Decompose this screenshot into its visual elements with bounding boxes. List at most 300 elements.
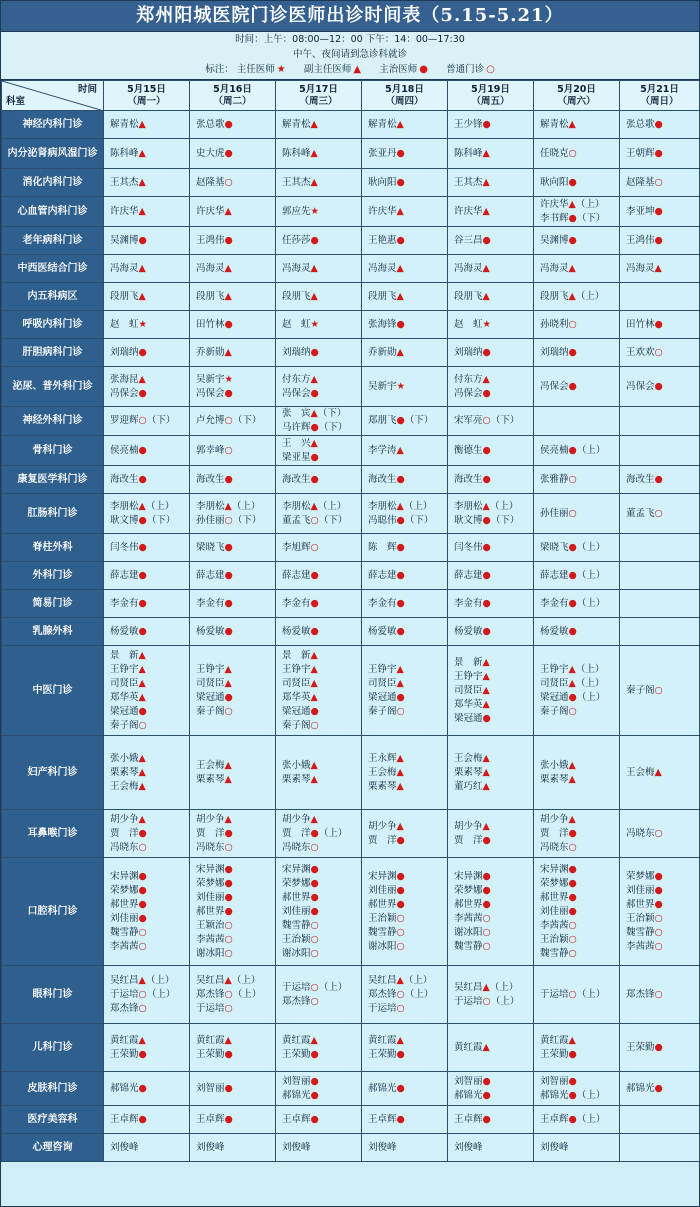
doctor-entry: 冯晓东○ (196, 841, 233, 853)
schedule-cell (620, 534, 700, 562)
doctor-entry: 冯保会● (196, 387, 233, 399)
doctor-entry: 张海昆▲ (110, 373, 146, 385)
doctor-entry: 段朋飞▲ (196, 290, 232, 302)
schedule-cell (620, 494, 700, 534)
schedule-cell (190, 466, 276, 494)
doctor-entry: 郑华英▲ (110, 691, 146, 703)
schedule-cell (276, 255, 362, 283)
doctor-entry: 李茜茜○ (196, 933, 233, 945)
doctor-entry: 栗素琴▲ (196, 773, 232, 785)
doctor-entry: 侯亮楠●（上） (540, 444, 606, 456)
schedule-cell (276, 407, 362, 436)
schedule-cell (276, 367, 362, 407)
doctor-entry: 李茜茜○ (454, 912, 491, 924)
doctor-entry: 王颖治○ (196, 919, 233, 931)
schedule-cell (276, 1072, 362, 1106)
doctor-entry: 赵 虹★ (454, 318, 492, 330)
schedule-cell (104, 111, 190, 139)
schedule-cell (190, 139, 276, 169)
star-icon: ★ (276, 64, 286, 75)
doctor-entry: 海改生● (454, 473, 491, 485)
doctor-entry: 梁晓飞●（上） (540, 541, 606, 553)
schedule-cell (534, 197, 620, 227)
doctor-entry: 梁冠通● (110, 705, 147, 717)
day-header: 5月17日 （周三） (276, 81, 362, 111)
doctor-entry: 吴红昌▲（上） (454, 981, 519, 993)
schedule-cell (620, 590, 700, 618)
doctor-entry: 王卓辉● (196, 1113, 233, 1125)
schedule-cell (620, 736, 700, 810)
doctor-entry: 李旭辉○ (282, 541, 319, 553)
doctor-entry: 冯保会● (454, 387, 491, 399)
schedule-cell (534, 111, 620, 139)
schedule-cell (190, 227, 276, 255)
doctor-entry: 耿文博●（下） (454, 514, 520, 526)
schedule-cell (362, 562, 448, 590)
doctor-entry: 秦子阁○ (110, 719, 147, 731)
doctor-entry: 景 新▲ (454, 656, 490, 668)
doctor-entry: 郝世界● (196, 905, 233, 917)
doctor-entry: 郑杰锋○ (110, 1002, 147, 1014)
schedule-cell (362, 436, 448, 466)
schedule-cell (362, 810, 448, 858)
doctor-entry: 黄红霞▲ (454, 1041, 490, 1053)
schedule-row (2, 562, 700, 590)
department-label: 心血管内科门诊 (2, 197, 104, 227)
schedule-cell (104, 1134, 190, 1162)
doctor-entry: 宋异渊● (110, 870, 147, 882)
schedule-cell (534, 1134, 620, 1162)
doctor-entry: 付东方▲ (282, 373, 318, 385)
doctor-entry: 郑杰锋○（上） (368, 988, 434, 1000)
schedule-row (2, 858, 700, 966)
schedule-cell (362, 466, 448, 494)
doctor-entry: 海改生● (626, 473, 663, 485)
department-label: 医疗美容科 (2, 1106, 104, 1134)
doctor-entry: 魏雪静○ (110, 926, 147, 938)
doctor-entry: 王 兴▲ (282, 437, 318, 449)
doctor-entry: 栗素琴▲ (454, 766, 490, 778)
schedule-cell (104, 283, 190, 311)
doctor-entry: 胡少争▲ (454, 820, 490, 832)
schedule-cell (362, 618, 448, 646)
doctor-entry: 吴红昌▲（上） (110, 974, 175, 986)
schedule-cell (362, 966, 448, 1024)
doctor-entry: 王荣勤● (368, 1048, 405, 1060)
schedule-cell (362, 255, 448, 283)
department-label: 骨科门诊 (2, 436, 104, 466)
doctor-entry: 海改生● (282, 473, 319, 485)
doctor-entry: 王少锋● (454, 118, 491, 130)
schedule-cell (620, 1024, 700, 1072)
doctor-entry: 李茜茜○ (540, 919, 577, 931)
schedule-cell (104, 590, 190, 618)
schedule-cell (448, 618, 534, 646)
department-label: 呼吸内科门诊 (2, 311, 104, 339)
department-label: 乳腺外科 (2, 618, 104, 646)
doctor-entry: 郝世界● (540, 891, 577, 903)
doctor-entry: 荣梦娜● (626, 870, 663, 882)
doctor-entry: 陈科峰▲ (282, 147, 318, 159)
doctor-entry: 段朋飞▲ (454, 290, 490, 302)
doctor-entry: 刘佳丽● (626, 884, 663, 896)
doctor-entry: 刘智丽● (282, 1075, 319, 1087)
doctor-entry: 于运培○（上） (454, 995, 520, 1007)
doctor-entry: 郝锦光● (110, 1082, 147, 1094)
department-label: 肝胆病科门诊 (2, 339, 104, 367)
schedule-row (2, 966, 700, 1024)
doctor-entry: 司贤臣▲ (368, 677, 404, 689)
schedule-cell (534, 810, 620, 858)
doctor-entry: 荣梦娜● (110, 884, 147, 896)
doctor-entry: 许庆华▲ (454, 205, 490, 217)
doctor-entry: 衡德生● (454, 444, 491, 456)
doctor-entry: 李朋松▲（上） (368, 500, 433, 512)
schedule-cell (276, 227, 362, 255)
doctor-entry: 李金有●（上） (540, 597, 606, 609)
schedule-cell (534, 283, 620, 311)
doctor-entry: 郝世界● (368, 898, 405, 910)
schedule-cell (104, 227, 190, 255)
doctor-entry: 张 宾▲（下） (282, 408, 347, 419)
schedule-body (2, 111, 700, 1162)
doctor-entry: 田竹林● (196, 318, 233, 330)
schedule-row (2, 810, 700, 858)
doctor-entry: 郝世界● (454, 898, 491, 910)
doctor-entry: 王鸿伟● (626, 234, 663, 246)
doctor-entry: 司贤臣▲ (282, 677, 318, 689)
doctor-entry: 刘佳丽● (110, 912, 147, 924)
doctor-entry: 王治颖○ (282, 933, 319, 945)
schedule-cell (620, 618, 700, 646)
department-label: 外科门诊 (2, 562, 104, 590)
doctor-entry: 李茜茜○ (626, 940, 663, 952)
schedule-cell (190, 283, 276, 311)
doctor-entry: 闫冬伟● (454, 541, 491, 553)
doctor-entry: 王会梅▲ (454, 752, 490, 764)
schedule-cell (276, 1134, 362, 1162)
doctor-entry: 司贤臣▲（上） (540, 677, 605, 689)
schedule-row (2, 436, 700, 466)
doctor-entry: 郑华英▲ (454, 698, 490, 710)
department-label: 儿科门诊 (2, 1024, 104, 1072)
doctor-entry: 吴红昌▲（上） (196, 974, 261, 986)
doctor-entry: 闫冬伟● (110, 541, 147, 553)
doctor-entry: 张总歌● (196, 118, 233, 130)
schedule-cell (448, 436, 534, 466)
doctor-entry: 郝世界● (282, 891, 319, 903)
doctor-entry: 马许辉●（下） (282, 422, 348, 433)
schedule-cell (190, 494, 276, 534)
doctor-entry: 谢冰阳○ (196, 947, 233, 959)
doctor-entry: 于运培○ (368, 1002, 405, 1014)
doctor-entry: 郭应先★ (282, 205, 320, 217)
schedule-cell (534, 169, 620, 197)
schedule-row (2, 1024, 700, 1072)
schedule-cell (448, 367, 534, 407)
schedule-cell (104, 1072, 190, 1106)
schedule-cell (534, 139, 620, 169)
schedule-cell (276, 562, 362, 590)
schedule-cell (362, 534, 448, 562)
schedule-cell (190, 618, 276, 646)
doctor-entry: 赵隆基○ (196, 176, 233, 188)
doctor-entry: 梁冠通● (454, 712, 491, 724)
doctor-entry: 卢允博○（下） (196, 415, 262, 426)
department-label: 神经内科门诊 (2, 111, 104, 139)
schedule-cell (534, 255, 620, 283)
schedule-cell (190, 111, 276, 139)
doctor-entry: 王卓辉● (282, 1113, 319, 1125)
doctor-entry: 刘佳丽● (282, 905, 319, 917)
schedule-cell (276, 736, 362, 810)
doctor-entry: 贾 洋● (540, 827, 577, 839)
doctor-entry: 冯晓东○ (540, 841, 577, 853)
schedule-cell (534, 646, 620, 736)
schedule-cell (448, 562, 534, 590)
doctor-entry: 王铮宇▲ (368, 663, 404, 675)
doctor-entry: 刘佳丽● (368, 884, 405, 896)
doctor-entry: 冯晓东○ (282, 841, 319, 853)
schedule-cell (620, 339, 700, 367)
doctor-entry: 董巧红▲ (454, 780, 490, 792)
doctor-entry: 王铮宇▲ (110, 663, 146, 675)
doctor-entry: 黄红霞▲ (368, 1034, 404, 1046)
doctor-entry: 郝锦光● (282, 1089, 319, 1101)
schedule-cell (276, 590, 362, 618)
legend-item-general: 普通门诊 ○ (446, 64, 495, 75)
schedule-cell (448, 810, 534, 858)
doctor-entry: 海改生● (368, 473, 405, 485)
doctor-entry: 耿向阳● (368, 176, 405, 188)
triangle-icon: ▲ (353, 64, 362, 75)
header-row (2, 81, 700, 111)
schedule-cell (448, 197, 534, 227)
schedule-table (1, 80, 700, 1162)
doctor-entry: 海改生● (196, 473, 233, 485)
schedule-cell (534, 618, 620, 646)
doctor-entry: 宋异渊● (540, 863, 577, 875)
schedule-cell (104, 646, 190, 736)
doctor-entry: 冯聪伟●（下） (368, 514, 434, 526)
doctor-entry: 宋异渊● (368, 870, 405, 882)
schedule-cell (362, 858, 448, 966)
doctor-entry: 张总歌● (626, 118, 663, 130)
doctor-entry: 冯晓东○ (626, 827, 663, 839)
schedule-cell (104, 466, 190, 494)
doctor-entry: 冯海灵▲ (368, 262, 404, 274)
schedule-cell (448, 311, 534, 339)
doctor-entry: 王永辉▲ (368, 752, 404, 764)
doctor-entry: 荣梦娜● (196, 877, 233, 889)
schedule-row (2, 283, 700, 311)
ring-icon: ○ (486, 64, 495, 75)
schedule-cell (276, 966, 362, 1024)
doctor-entry: 冯保会● (540, 380, 577, 392)
schedule-cell (190, 858, 276, 966)
department-label: 口腔科门诊 (2, 858, 104, 966)
doctor-entry: 王鸿伟● (196, 234, 233, 246)
schedule-cell (362, 197, 448, 227)
department-label: 心理咨询 (2, 1134, 104, 1162)
schedule-cell (534, 466, 620, 494)
corner-time-label: 时间 (77, 84, 97, 95)
schedule-cell (362, 1134, 448, 1162)
doctor-entry: 李金有● (110, 597, 147, 609)
doctor-entry: 王铮宇▲ (196, 663, 232, 675)
hours-text: 时间：上午：08:00—12：00 下午：14：00—17:30 (235, 34, 465, 45)
doctor-entry: 许庆华▲ (110, 205, 146, 217)
doctor-entry: 段朋飞▲ (368, 290, 404, 302)
legend-item-chief: 主任医师 ★ (236, 64, 286, 75)
doctor-entry: 景 新▲ (282, 649, 318, 661)
schedule-row (2, 139, 700, 169)
department-label: 泌尿、普外科门诊 (2, 367, 104, 407)
doctor-entry: 宋异渊● (196, 863, 233, 875)
doctor-entry: 谢冰阳○ (368, 940, 405, 952)
doctor-entry: 魏雪静○ (540, 947, 577, 959)
schedule-cell (534, 1072, 620, 1106)
schedule-cell (362, 169, 448, 197)
doctor-entry: 郝锦光● (626, 1082, 663, 1094)
doctor-entry: 王卓辉● (368, 1113, 405, 1125)
schedule-cell (620, 810, 700, 858)
night-text: 中午、夜间请到急诊科就诊 (292, 49, 407, 60)
doctor-entry: 李金有● (196, 597, 233, 609)
doctor-entry: 胡少争▲ (196, 813, 232, 825)
doctor-entry: 司贤臣▲ (110, 677, 146, 689)
schedule-cell (448, 1072, 534, 1106)
doctor-entry: 冯保会● (626, 380, 663, 392)
doctor-entry: 梁冠通● (368, 691, 405, 703)
doctor-entry: 陈科峰▲ (110, 147, 146, 159)
doctor-entry: 海改生● (110, 473, 147, 485)
schedule-row (2, 466, 700, 494)
department-label: 眼科门诊 (2, 966, 104, 1024)
schedule-cell (448, 1106, 534, 1134)
doctor-entry: 王欢欢○ (626, 346, 663, 358)
schedule-cell (190, 562, 276, 590)
schedule-cell (362, 111, 448, 139)
doctor-entry: 张海锋● (368, 318, 405, 330)
doctor-entry: 陈科峰▲ (454, 147, 490, 159)
doctor-entry: 贾 洋● (368, 834, 405, 846)
schedule-cell (448, 646, 534, 736)
schedule-row (2, 227, 700, 255)
doctor-entry: 段朋飞▲ (110, 290, 146, 302)
schedule-cell (620, 111, 700, 139)
schedule-cell (448, 169, 534, 197)
schedule-cell (104, 562, 190, 590)
doctor-entry: 郑杰锋○（上） (196, 988, 262, 1000)
corner-dept-label: 科室 (6, 96, 26, 107)
schedule-cell (534, 227, 620, 255)
schedule-cell (534, 562, 620, 590)
doctor-entry: 孙佳丽○（下） (196, 514, 262, 526)
schedule-cell (448, 283, 534, 311)
doctor-entry: 赵 虹★ (110, 318, 148, 330)
doctor-entry: 于运培○（上） (110, 988, 176, 1000)
doctor-entry: 栗素琴▲ (110, 766, 146, 778)
doctor-entry: 贾 洋● (196, 827, 233, 839)
doctor-entry: 王艳惠● (368, 234, 405, 246)
schedule-cell (534, 590, 620, 618)
department-label: 耳鼻喉门诊 (2, 810, 104, 858)
schedule-cell (620, 646, 700, 736)
schedule-cell (190, 1134, 276, 1162)
doctor-entry: 侯亮楠● (110, 444, 147, 456)
department-label: 消化内科门诊 (2, 169, 104, 197)
doctor-entry: 王卓辉●（上） (540, 1113, 606, 1125)
doctor-entry: 薛志建● (196, 569, 233, 581)
schedule-cell (276, 311, 362, 339)
schedule-cell (276, 339, 362, 367)
doctor-entry: 荣梦娜● (282, 877, 319, 889)
doctor-entry: 魏雪静○ (626, 926, 663, 938)
department-label: 中医门诊 (2, 646, 104, 736)
doctor-entry: 栗素琴▲ (282, 773, 318, 785)
doctor-entry: 刘瑞纳● (282, 346, 319, 358)
doctor-entry: 张小娥▲ (540, 759, 576, 771)
schedule-cell (620, 311, 700, 339)
schedule-cell (534, 494, 620, 534)
schedule-cell (534, 407, 620, 436)
doctor-entry: 谢冰阳○ (282, 947, 319, 959)
doctor-entry: 李金有● (282, 597, 319, 609)
doctor-entry: 乔新勋▲ (196, 346, 232, 358)
schedule-cell (448, 736, 534, 810)
doctor-entry: 董孟飞○（下） (282, 514, 348, 526)
doctor-entry: 魏雪静○ (282, 919, 319, 931)
schedule-cell (362, 407, 448, 436)
doctor-entry: 李书辉●（下） (540, 212, 606, 224)
doctor-entry: 刘瑞纳● (110, 346, 147, 358)
department-label: 内分泌肾病风湿门诊 (2, 139, 104, 169)
doctor-entry: 王会梅▲ (368, 766, 404, 778)
schedule-cell (362, 590, 448, 618)
doctor-entry: 解青松▲ (540, 118, 576, 130)
schedule-cell (448, 255, 534, 283)
doctor-entry: 耿向阳● (540, 176, 577, 188)
doctor-entry: 刘智丽● (540, 1075, 577, 1087)
department-label: 内五科病区 (2, 283, 104, 311)
doctor-entry: 冯保会● (110, 387, 147, 399)
schedule-cell (534, 858, 620, 966)
schedule-cell (276, 283, 362, 311)
schedule-cell (190, 255, 276, 283)
doctor-entry: 黄红霞▲ (196, 1034, 232, 1046)
schedule-cell (190, 367, 276, 407)
doctor-entry: 张小娥▲ (282, 759, 318, 771)
doctor-entry: 梁亚星● (282, 451, 319, 463)
doctor-entry: 李金有● (368, 597, 405, 609)
doctor-entry: 王荣勤● (626, 1041, 663, 1053)
doctor-entry: 薛志建● (282, 569, 319, 581)
schedule-cell (276, 646, 362, 736)
schedule-cell (534, 436, 620, 466)
doctor-entry: 栗素琴▲ (540, 773, 576, 785)
schedule-cell (190, 736, 276, 810)
doctor-entry: 于运培○（上） (282, 981, 348, 993)
schedule-cell (190, 407, 276, 436)
doctor-entry: 荣梦娜● (454, 884, 491, 896)
schedule-cell (104, 255, 190, 283)
doctor-entry: 司贤臣▲ (196, 677, 232, 689)
doctor-entry: 冯保会● (282, 387, 319, 399)
schedule-cell (362, 646, 448, 736)
schedule-cell (190, 436, 276, 466)
doctor-entry: 谷三昌● (454, 234, 491, 246)
